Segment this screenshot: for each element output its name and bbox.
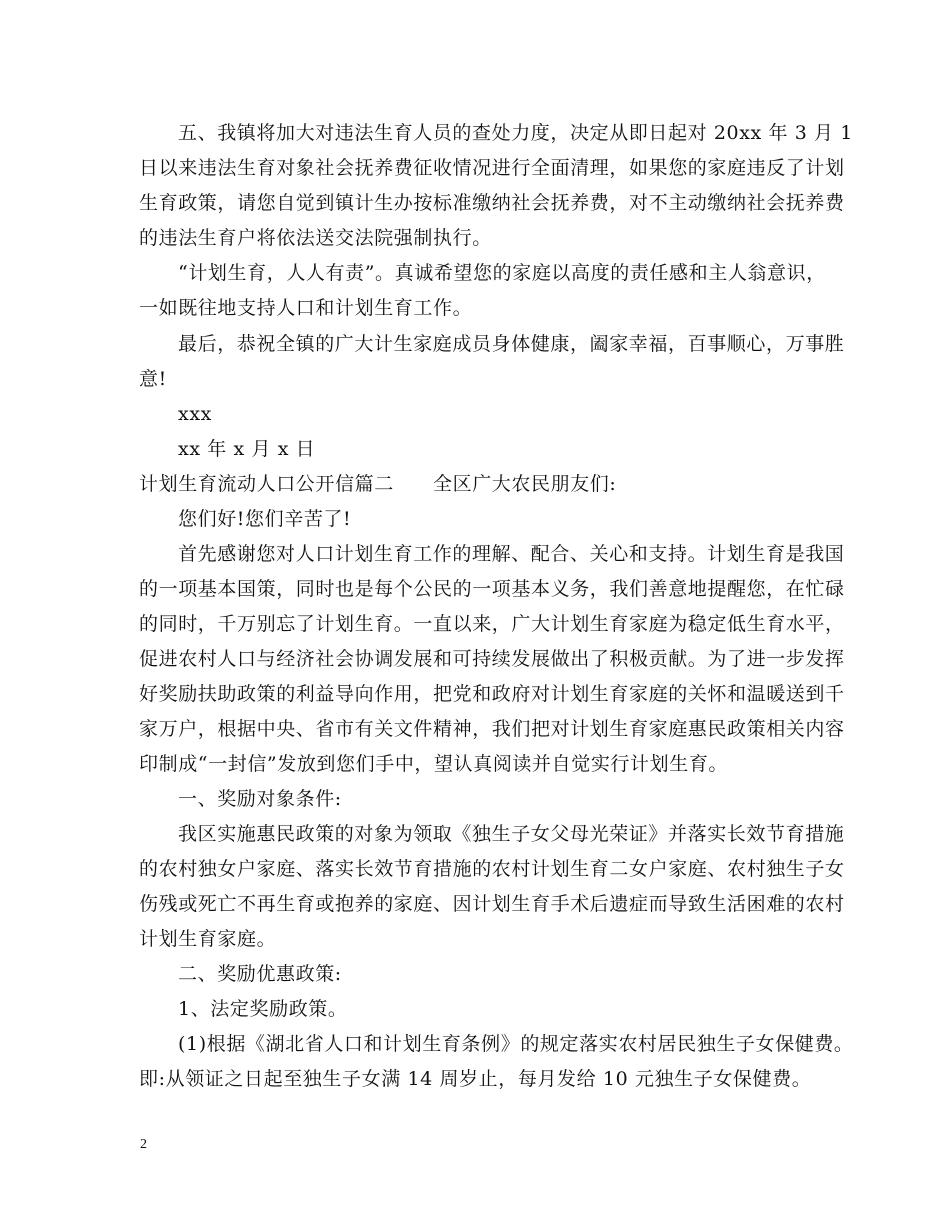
greeting-line: 您们好!您们辛苦了!: [178, 508, 352, 530]
paragraph-line: 的一项基本国策，同时也是每个公民的一项基本义务，我们善意地提醒您，在忙碌: [139, 578, 845, 600]
paragraph-line: 生育政策，请您自觉到镇计生办按标准缴纳社会抚养费，对不主动缴纳社会抚养费: [139, 192, 845, 214]
paragraph-line: 一如既往地支持人口和计划生育工作。: [139, 297, 473, 319]
paragraph-line: 即:从领证之日起至独生子女满 14 周岁止，每月发给 10 元独生子女保健费。: [139, 1068, 812, 1090]
paragraph-line: 意!: [139, 368, 167, 390]
paragraph-line: 我区实施惠民政策的对象为领取《独生子女父母光荣证》并落实长效节育措施: [178, 823, 845, 845]
list-item: (1)根据《湖北省人口和计划生育条例》的规定落实农村居民独生子女保健费。: [178, 1033, 854, 1055]
signature-name: xxx: [178, 403, 212, 425]
paragraph-line: 印制成“一封信”发放到您们手中，望认真阅读并自觉实行计划生育。: [139, 753, 729, 775]
subsection-heading: 一、奖励对象条件:: [178, 788, 342, 810]
paragraph-line: 促进农村人口与经济社会协调发展和可持续发展做出了积极贡献。为了进一步发挥: [139, 648, 845, 670]
paragraph-line: 的违法生育户将依法送交法院强制执行。: [139, 227, 492, 249]
paragraph-line: 伤残或死亡不再生育或抱养的家庭、因计划生育手术后遗症而导致生活困难的农村: [139, 893, 845, 915]
paragraph-line: 日以来违法生育对象社会抚养费征收情况进行全面清理，如果您的家庭违反了计划: [139, 157, 845, 179]
paragraph-line: 的农村独女户家庭、落实长效节育措施的农村计划生育二女户家庭、农村独生子女: [139, 858, 845, 880]
paragraph-line: 最后，恭祝全镇的广大计生家庭成员身体健康，阖家幸福，百事顺心，万事胜: [178, 333, 845, 355]
paragraph-line: 的同时，千万别忘了计划生育。一直以来，广大计划生育家庭为稳定低生育水平，: [139, 613, 845, 635]
page-number: 2: [140, 1137, 147, 1152]
signature-date: xx 年 x 月 x 日: [178, 438, 316, 460]
paragraph-line: 家万户，根据中央、省市有关文件精神，我们把对计划生育家庭惠民政策相关内容: [139, 718, 845, 740]
paragraph-line: “计划生育，人人有责”。真诚希望您的家庭以高度的责任感和主人翁意识，: [178, 262, 826, 284]
paragraph-line: 首先感谢您对人口计划生育工作的理解、配合、关心和支持。计划生育是我国: [178, 543, 845, 565]
section-heading: 计划生育流动人口公开信篇二 全区广大农民朋友们:: [139, 473, 617, 495]
paragraph-line: 五、我镇将加大对违法生育人员的查处力度，决定从即日起对 20xx 年 3 月 1: [178, 122, 853, 144]
paragraph-line: 计划生育家庭。: [139, 928, 277, 950]
subsection-heading: 二、奖励优惠政策:: [178, 963, 342, 985]
list-item: 1、法定奖励政策。: [178, 998, 348, 1020]
paragraph-line: 好奖励扶助政策的利益导向作用，把党和政府对计划生育家庭的关怀和温暖送到千: [139, 683, 845, 705]
